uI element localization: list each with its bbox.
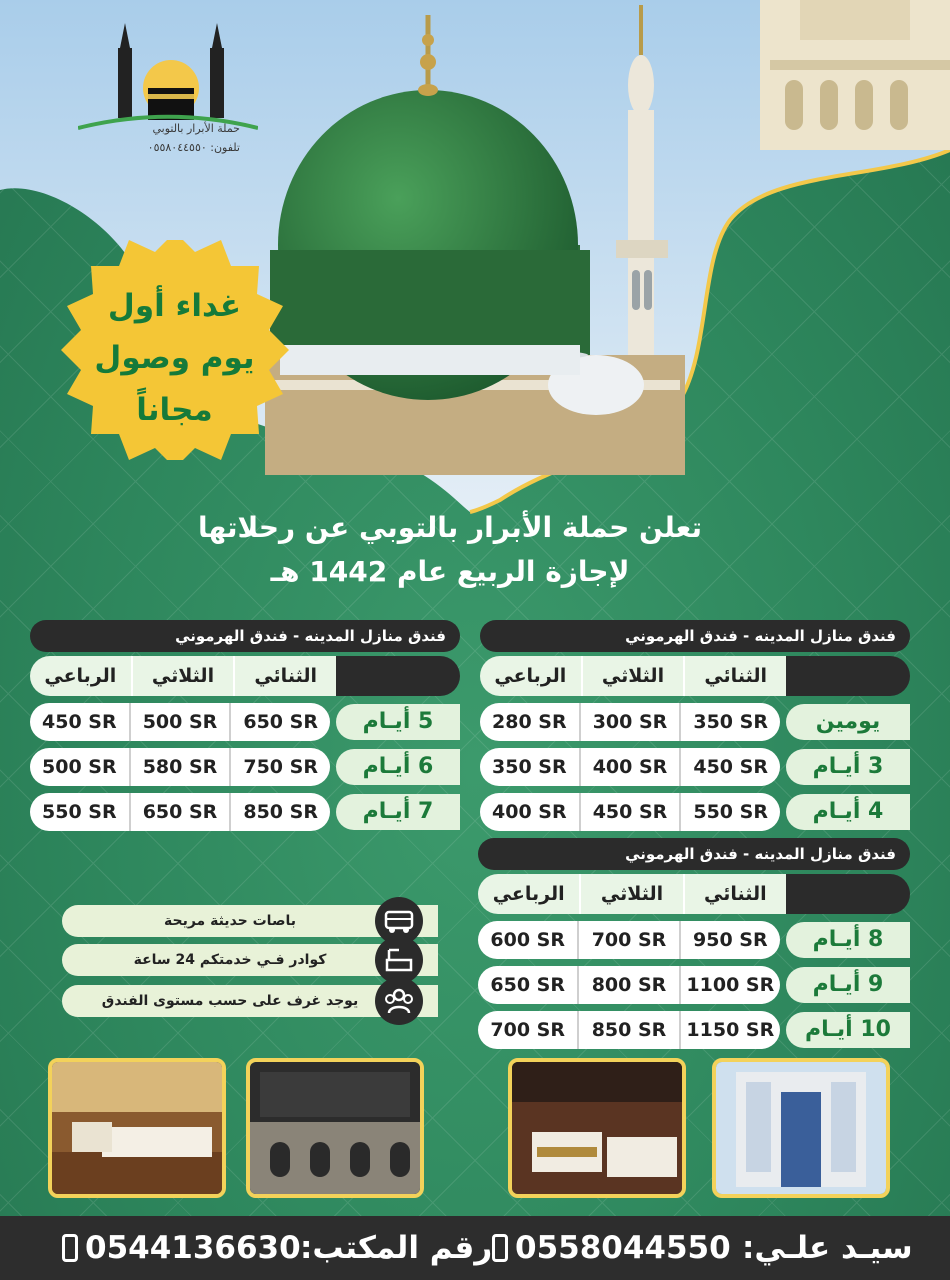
row-label: يومين bbox=[786, 704, 910, 740]
price-cell: 700 SR bbox=[577, 921, 678, 959]
hotel-building-photo bbox=[712, 1058, 890, 1198]
header-double: الثنائي bbox=[233, 656, 336, 696]
price-cell: 280 SR bbox=[492, 711, 567, 733]
row-label: 8 أيـام bbox=[786, 922, 910, 958]
hotel-room-photo-2 bbox=[508, 1058, 686, 1198]
price-cell: 650 SR bbox=[490, 974, 565, 996]
row-label: 10 أيـام bbox=[786, 1012, 910, 1048]
table-row bbox=[478, 921, 910, 959]
price-cell: 650 SR bbox=[129, 793, 230, 831]
header-double: الثنائي bbox=[683, 656, 786, 696]
price-cell: 450 SR bbox=[42, 711, 117, 733]
logo-name: حملة الأبرار بالتوبي bbox=[152, 122, 240, 135]
office-label: رقم المكتب: bbox=[300, 1230, 493, 1266]
price-cell: 400 SR bbox=[492, 801, 567, 823]
price-cell: 850 SR bbox=[577, 1011, 678, 1049]
feature-rooms: يوجد غرف على حسب مستوى الفندق bbox=[62, 985, 438, 1017]
table-title: فندق منازل المدينه - فندق الهرموني bbox=[478, 838, 910, 870]
price-table-left-top bbox=[30, 620, 460, 831]
headline bbox=[180, 506, 720, 594]
header-double: الثنائي bbox=[683, 874, 786, 914]
price-cell: 450 SR bbox=[679, 748, 780, 786]
free-lunch-badge-text bbox=[82, 280, 267, 436]
badge-line-2: يوم وصول bbox=[94, 340, 255, 376]
row-label: 5 أيـام bbox=[336, 704, 460, 740]
header-triple: الثلاثي bbox=[579, 874, 682, 914]
price-cell: 550 SR bbox=[42, 801, 117, 823]
ali-phone[interactable]: 0558044550 bbox=[515, 1230, 731, 1266]
mobile-phone-icon bbox=[492, 1234, 508, 1262]
price-cell: 800 SR bbox=[577, 966, 678, 1004]
badge-line-1: غداء أول bbox=[107, 288, 242, 324]
table-row bbox=[480, 703, 910, 741]
table-row bbox=[30, 703, 460, 741]
row-label: 9 أيـام bbox=[786, 967, 910, 1003]
price-cell: 600 SR bbox=[490, 929, 565, 951]
contact-footer bbox=[0, 1216, 950, 1280]
hotel-room-photo-1 bbox=[48, 1058, 226, 1198]
header-quad: الرباعي bbox=[44, 665, 117, 687]
price-cell: 1100 SR bbox=[679, 966, 780, 1004]
table-title: فندق منازل المدينه - فندق الهرموني bbox=[30, 620, 460, 652]
table-row bbox=[480, 748, 910, 786]
ali-label: سيـد علـي: bbox=[742, 1230, 913, 1266]
header-corner bbox=[786, 656, 910, 696]
header-corner bbox=[786, 874, 910, 914]
office-phone[interactable]: 0544136630 bbox=[85, 1230, 301, 1266]
price-cell: 300 SR bbox=[579, 703, 680, 741]
feature-buses: باصات حديثة مريحة bbox=[62, 905, 438, 937]
group-icon bbox=[375, 977, 423, 1025]
price-cell: 650 SR bbox=[229, 703, 330, 741]
price-cell: 850 SR bbox=[229, 793, 330, 831]
table-header bbox=[30, 656, 460, 696]
row-label: 6 أيـام bbox=[336, 749, 460, 785]
price-cell: 550 SR bbox=[679, 793, 780, 831]
mobile-phone-icon bbox=[62, 1234, 78, 1262]
hotel-exterior-photo bbox=[246, 1058, 424, 1198]
table-row bbox=[30, 748, 460, 786]
price-cell: 950 SR bbox=[679, 921, 780, 959]
headline-line-1: تعلن حملة الأبرار بالتوبي عن رحلاتها bbox=[198, 511, 702, 544]
price-table-right-top bbox=[480, 620, 910, 831]
row-label: 3 أيـام bbox=[786, 749, 910, 785]
logo-phone: تلفون: ٠٥٥٨٠٤٤٥٥٠ bbox=[147, 141, 240, 154]
table-header bbox=[478, 874, 910, 914]
tower-right bbox=[760, 0, 950, 150]
table-row bbox=[30, 793, 460, 831]
price-cell: 350 SR bbox=[492, 756, 567, 778]
row-label: 4 أيـام bbox=[786, 794, 910, 830]
table-title: فندق منازل المدينه - فندق الهرموني bbox=[480, 620, 910, 652]
price-cell: 750 SR bbox=[229, 748, 330, 786]
header-corner bbox=[336, 656, 460, 696]
table-row bbox=[478, 966, 910, 1004]
row-label: 7 أيـام bbox=[336, 794, 460, 830]
price-cell: 500 SR bbox=[129, 703, 230, 741]
table-row bbox=[478, 1011, 910, 1049]
badge-line-3: مجاناً bbox=[136, 392, 213, 428]
header-triple: الثلاثي bbox=[581, 656, 684, 696]
price-cell: 1150 SR bbox=[679, 1011, 780, 1049]
price-cell: 400 SR bbox=[579, 748, 680, 786]
price-cell: 450 SR bbox=[579, 793, 680, 831]
header-quad: الرباعي bbox=[492, 883, 565, 905]
feature-staff: كوادر فـي خدمتكم 24 ساعة bbox=[62, 944, 438, 976]
header-triple: الثلاثي bbox=[131, 656, 234, 696]
table-header bbox=[480, 656, 910, 696]
price-cell: 580 SR bbox=[129, 748, 230, 786]
price-cell: 350 SR bbox=[679, 703, 780, 741]
price-table-right-bottom bbox=[478, 838, 910, 1049]
table-row bbox=[480, 793, 910, 831]
header-quad: الرباعي bbox=[494, 665, 567, 687]
price-cell: 500 SR bbox=[42, 756, 117, 778]
headline-line-2: لإجازة الربيع عام 1442 هـ bbox=[270, 555, 630, 588]
price-cell: 700 SR bbox=[490, 1019, 565, 1041]
